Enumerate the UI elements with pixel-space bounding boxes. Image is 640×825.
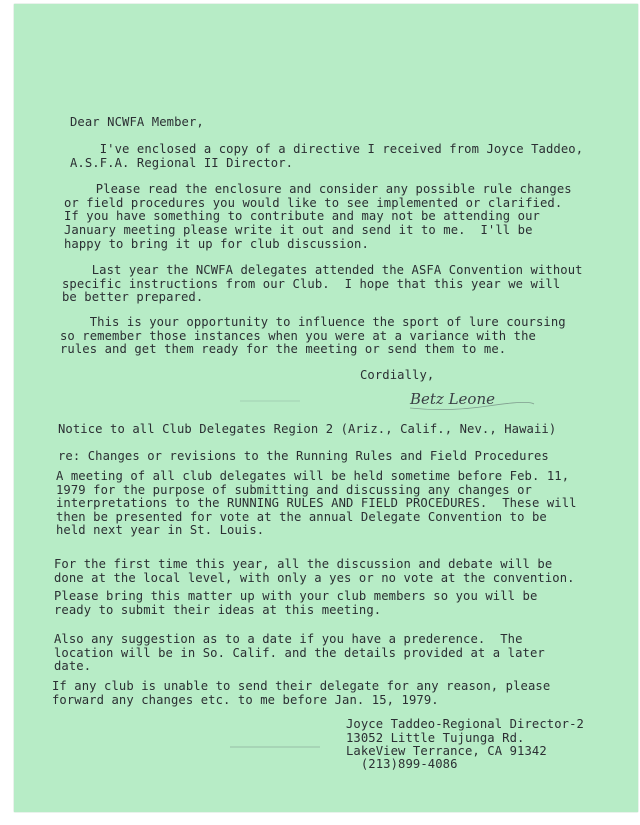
salutation: Dear NCWFA Member, <box>70 115 204 129</box>
paragraph-line: so remember those instances when you were at a variance with the <box>60 329 536 343</box>
paragraph-line: ready to submit their ideas at this meeting. <box>54 603 382 617</box>
paper-smudge <box>230 746 320 748</box>
paragraph-line: Last year the NCWFA delegates attended the ASFA Convention without <box>62 263 583 277</box>
paragraph-line: If any club is unable to send their delegate for any reason, please <box>52 679 551 693</box>
paragraph-line: date. <box>54 659 92 673</box>
paragraph-line: 1979 for the purpose of submitting and discussing any changes or <box>56 483 532 497</box>
paragraph-line: Please bring this matter up with your club members so you will be <box>54 589 538 603</box>
paragraph-line: or field procedures you would like to see implemented or clarified. <box>64 196 563 210</box>
paragraph-line: If you have something to contribute and may not be attending our <box>64 209 540 223</box>
paragraph-line: This is your opportunity to influence the sport of lure coursing <box>60 315 566 329</box>
paragraph-line: interpretations to the RUNNING RULES AND FIELD PROCEDURES. These will <box>56 496 577 510</box>
sender-city: LakeView Terrance, CA 91342 <box>346 744 547 758</box>
paragraph-line: happy to bring it up for club discussion. <box>64 237 369 251</box>
paper-smudge <box>240 400 300 402</box>
paragraph-line: January meeting please write it out and send it to me. I'll be <box>64 223 533 237</box>
paragraph-line: I've enclosed a copy of a directive I received from Joyce Taddeo, <box>70 142 584 156</box>
paragraph-line: location will be in So. Calif. and the details provided at a later <box>54 646 545 660</box>
signature <box>408 384 538 414</box>
paragraph-line: Please read the enclosure and consider any possible rule changes <box>66 182 572 196</box>
paragraph-line: then be presented for vote at the annual Delegate Convention to be <box>56 510 547 524</box>
sender-phone: (213)899-4086 <box>346 757 458 771</box>
sender-name: Joyce Taddeo-Regional Director-2 <box>346 717 584 731</box>
paragraph-line: Also any suggestion as to a date if you have a prederence. The <box>54 632 523 646</box>
paragraph-line: A meeting of all club delegates will be held sometime before Feb. 11, <box>56 469 570 483</box>
paragraph-line: For the first time this year, all the discussion and debate will be <box>54 557 553 571</box>
notice-re-line: re: Changes or revisions to the Running Rules and Field Procedures <box>58 449 549 463</box>
closing: Cordially, <box>360 368 435 382</box>
sender-street: 13052 Little Tujunga Rd. <box>346 731 525 745</box>
signature-text: Betz Leone <box>410 390 496 408</box>
paragraph-line: be better prepared. <box>62 290 204 304</box>
paragraph-line: held next year in St. Louis. <box>56 523 265 537</box>
paragraph-line: forward any changes etc. to me before Jan. 15, 1979. <box>52 693 439 707</box>
paragraph-line: done at the local level, with only a yes or no vote at the convention. <box>54 571 575 585</box>
paragraph-line: A.S.F.A. Regional II Director. <box>70 156 294 170</box>
paragraph-line: rules and get them ready for the meeting or send them to me. <box>60 342 507 356</box>
notice-heading: Notice to all Club Delegates Region 2 (Ariz., Calif., Nev., Hawaii) <box>58 422 557 436</box>
paragraph-line: specific instructions from our Club. I hope that this year we will <box>62 277 561 291</box>
